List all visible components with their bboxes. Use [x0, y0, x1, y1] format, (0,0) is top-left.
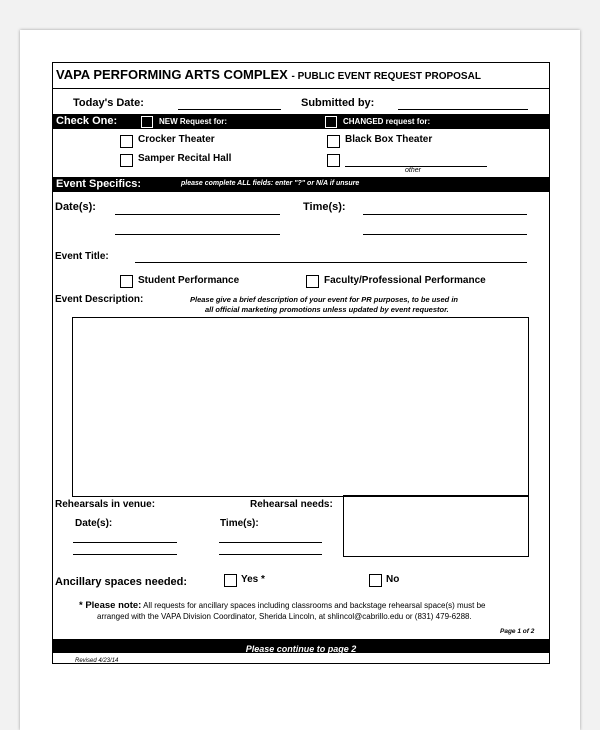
other-venue-caption: other [405, 167, 421, 174]
note-lead: * Please note: [79, 600, 142, 611]
samper-recital-hall-checkbox[interactable] [120, 154, 133, 167]
description-note-2: all official marketing promotions unless updated by event requestor. [205, 305, 449, 314]
rehearsal-times-field-2[interactable] [219, 554, 322, 555]
event-times-field-1[interactable] [363, 214, 527, 215]
page-number: Page 1 of 2 [500, 628, 535, 635]
continue-bar [53, 639, 549, 653]
check-one-bar [53, 114, 549, 129]
note-text-1: All requests for ancillary spaces including classrooms and backstage rehearsal space(s) must be [143, 601, 486, 610]
rehearsal-needs-box[interactable] [343, 495, 529, 557]
ancillary-label: Ancillary spaces needed: [55, 576, 188, 588]
new-request-checkbox[interactable] [141, 116, 153, 128]
rehearsals-label: Rehearsals in venue: [55, 499, 156, 510]
event-specifics-label: Event Specifics: [56, 178, 141, 190]
check-one-label: Check One: [56, 115, 118, 127]
note-text-2: arranged with the VAPA Division Coordinator, Sherida Lincoln, at shlincol@cabrillo.edu or (831) 479-6288. [97, 612, 472, 621]
submitted-by-field[interactable] [398, 109, 528, 110]
event-description-box[interactable] [72, 317, 529, 497]
todays-date-field[interactable] [178, 109, 281, 110]
rehearsal-dates-label: Date(s): [75, 518, 113, 529]
rehearsal-needs-label: Rehearsal needs: [250, 499, 333, 510]
document-page [20, 30, 580, 730]
rehearsal-times-field-1[interactable] [219, 542, 322, 543]
event-specifics-bar [53, 177, 549, 192]
crocker-theater-label: Crocker Theater [138, 134, 215, 145]
event-title-label: Event Title: [55, 251, 109, 262]
event-title-field[interactable] [135, 262, 527, 263]
ancillary-note-line-1 [79, 600, 485, 611]
header-divider [53, 88, 549, 89]
ancillary-no-checkbox[interactable] [369, 574, 382, 587]
form-title: VAPA PERFORMING ARTS COMPLEX [56, 67, 288, 82]
student-performance-checkbox[interactable] [120, 275, 133, 288]
samper-recital-hall-label: Samper Recital Hall [138, 153, 232, 164]
student-performance-label: Student Performance [138, 275, 240, 286]
rehearsal-dates-field-2[interactable] [73, 554, 177, 555]
event-times-field-2[interactable] [363, 234, 527, 235]
changed-request-checkbox[interactable] [325, 116, 337, 128]
black-box-theater-label: Black Box Theater [345, 134, 433, 145]
rehearsal-dates-field-1[interactable] [73, 542, 177, 543]
revised-date: Revised 4/23/14 [75, 658, 119, 664]
event-dates-field-2[interactable] [115, 234, 280, 235]
crocker-theater-checkbox[interactable] [120, 135, 133, 148]
description-note-1: Please give a brief description of your event for PR purposes, to be used in [190, 295, 458, 304]
event-dates-field-1[interactable] [115, 214, 280, 215]
event-times-label: Time(s): [303, 201, 346, 213]
form-frame [52, 62, 550, 664]
ancillary-yes-checkbox[interactable] [224, 574, 237, 587]
event-specifics-note: please complete ALL fields: enter "?" or N/A if unsure [181, 180, 360, 187]
rehearsal-times-label: Time(s): [220, 518, 259, 529]
faculty-performance-checkbox[interactable] [306, 275, 319, 288]
event-dates-label: Date(s): [55, 201, 96, 213]
ancillary-yes-label: Yes * [241, 574, 265, 585]
continue-text: Please continue to page 2 [245, 644, 357, 654]
form-header [56, 67, 481, 82]
faculty-performance-label: Faculty/Professional Performance [324, 275, 486, 286]
other-venue-checkbox[interactable] [327, 154, 340, 167]
form-subtitle: - PUBLIC EVENT REQUEST PROPOSAL [291, 71, 481, 82]
changed-request-label: CHANGED request for: [343, 117, 431, 126]
new-request-label: NEW Request for: [159, 117, 227, 126]
event-description-label: Event Description: [55, 294, 144, 305]
ancillary-no-label: No [386, 574, 400, 585]
todays-date-label: Today's Date: [73, 97, 144, 109]
black-box-theater-checkbox[interactable] [327, 135, 340, 148]
submitted-by-label: Submitted by: [301, 97, 375, 109]
